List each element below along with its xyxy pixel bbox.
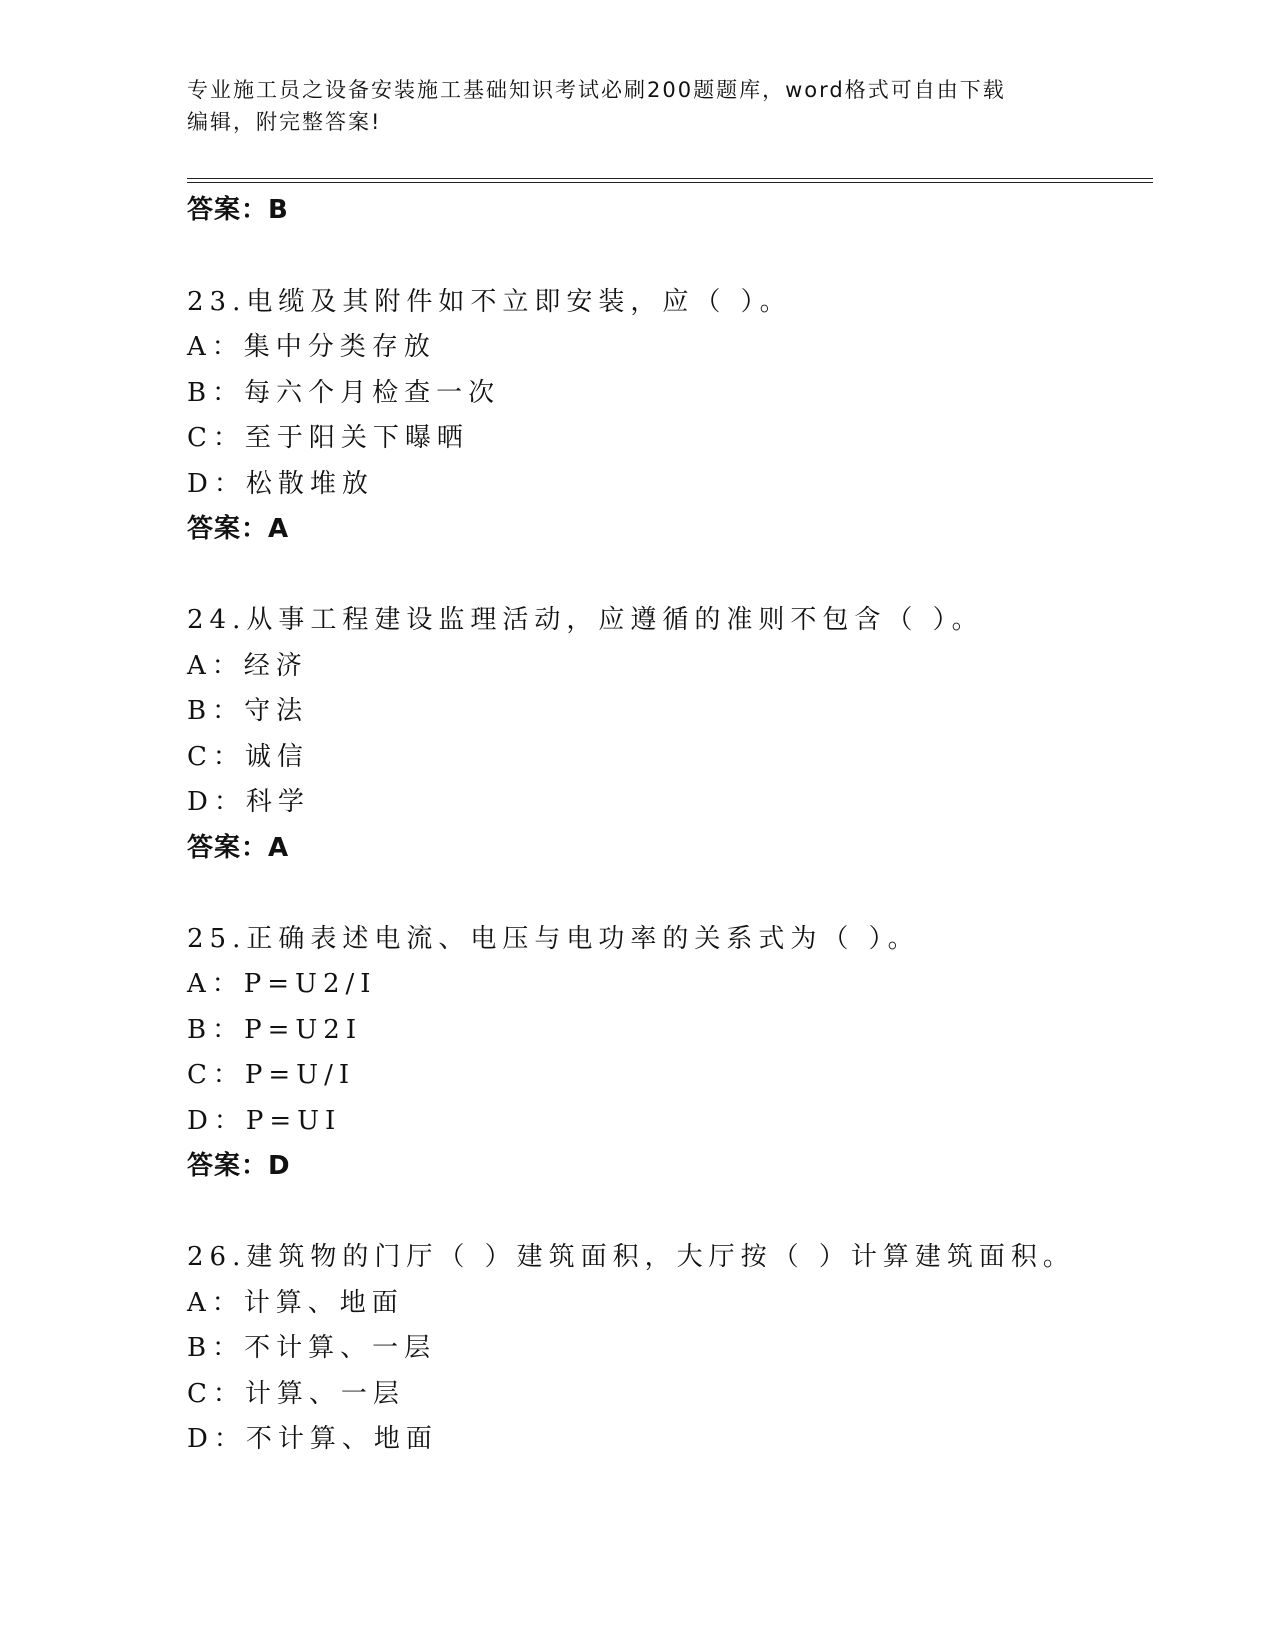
option-a: A：计算、地面 [187,1287,404,1318]
header-rule-bottom [187,182,1153,183]
option-b: B：不计算、一层 [187,1333,437,1363]
spacer [187,553,1147,599]
question-stem: 26.建筑物的门厅（ ）建筑面积，大厅按（ ）计算建筑面积。 [187,1242,1075,1272]
option-c: C：P=U/I [187,1060,356,1090]
header-line-1: 专业施工员之设备安装施工基础知识考试必刷200题题库，word格式可自由下载 [187,78,1006,102]
header-rule-top [187,178,1153,179]
question-block [187,1235,1147,1463]
option-d: D：P=UI [187,1105,342,1136]
question-list [187,186,1147,1463]
question-stem: 23.电缆及其附件如不立即安装，应（ ）。 [187,286,792,317]
document-header [187,74,1077,138]
option-d: D：不计算、地面 [187,1424,438,1454]
option-a: A：P=U2/I [187,969,377,999]
option-a: A：集中分类存放 [187,332,436,362]
question-block [187,917,1147,1190]
option-a: A：经济 [187,650,308,681]
answer-line: 答案：A [187,514,290,544]
question-block [187,280,1147,553]
option-b: B：P=U2I [187,1014,363,1045]
spacer [187,1190,1147,1236]
option-d: D：松散堆放 [187,468,374,499]
option-c: C：诚信 [187,741,309,772]
question-block [187,598,1147,871]
answer-line: 答案：B [187,195,289,225]
answer-line: 答案：A [187,832,290,863]
option-b: B：每六个月检查一次 [187,377,501,408]
option-d: D：科学 [187,787,310,817]
spacer [187,234,1147,280]
option-b: B：守法 [187,696,309,726]
answer-line: 答案：D [187,1151,291,1181]
option-c: C：至于阳关下曝晒 [187,423,469,453]
spacer [187,871,1147,917]
question-stem: 25.正确表述电流、电压与电功率的关系式为（ ）。 [187,923,920,954]
question-stem: 24.从事工程建设监理活动，应遵循的准则不包含（ ）。 [187,605,984,635]
option-c: C：计算、一层 [187,1378,405,1409]
header-line-2: 编辑，附完整答案! [187,110,382,134]
